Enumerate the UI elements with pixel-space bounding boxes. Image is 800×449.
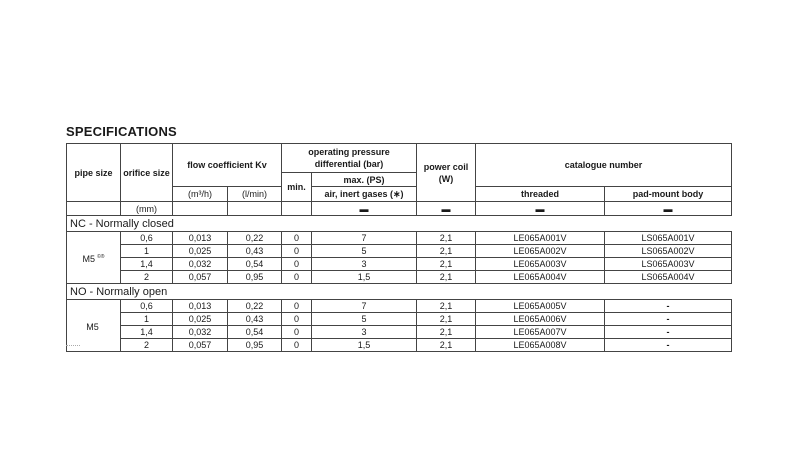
cell-kv-lmin: 0,54 — [228, 258, 282, 271]
cell-kv-m3h: 0,025 — [173, 245, 228, 258]
cell-orifice: 2 — [121, 271, 173, 284]
cell-orifice: 1 — [121, 245, 173, 258]
cell-kv-lmin: 0,22 — [228, 300, 282, 313]
table-row — [67, 271, 732, 284]
cell-max: 3 — [312, 326, 417, 339]
table-row — [67, 245, 732, 258]
cell-kv-m3h: 0,032 — [173, 326, 228, 339]
unit-row — [67, 202, 732, 216]
cell-kv-m3h: 0,057 — [173, 339, 228, 352]
pipe-size-value: M5 — [82, 253, 96, 264]
header-flow-coefficient: flow coefficient Kv — [173, 144, 282, 187]
cell-min: 0 — [282, 313, 312, 326]
header-operating-pressure: operating pressure differential (bar) — [282, 144, 417, 173]
cell-power: 2,1 — [417, 258, 476, 271]
cell-min: 0 — [282, 339, 312, 352]
cell-pad: LS065A002V — [605, 245, 732, 258]
cell-threaded: LE065A001V — [476, 232, 605, 245]
cell-min: 0 — [282, 232, 312, 245]
cell-pad: LS065A001V — [605, 232, 732, 245]
cell-max: 7 — [312, 232, 417, 245]
power-mark: ▬ — [417, 202, 476, 216]
table-row — [67, 339, 732, 352]
cell-kv-m3h: 0,013 — [173, 300, 228, 313]
cell-kv-m3h: 0,013 — [173, 232, 228, 245]
cell-power: 2,1 — [417, 313, 476, 326]
cell-power: 2,1 — [417, 339, 476, 352]
cell-min: 0 — [282, 245, 312, 258]
cell-pad: LS065A004V — [605, 271, 732, 284]
section-label: NO - Normally open — [67, 284, 732, 300]
header-catalogue-number: catalogue number — [476, 144, 732, 187]
table-row — [67, 232, 732, 245]
cell-threaded: LE065A007V — [476, 326, 605, 339]
cell-pad: - — [605, 300, 732, 313]
unit-m3h: (m³/h) — [173, 187, 228, 202]
header-air-inert: air, inert gases (∗) — [312, 187, 417, 202]
cell-power: 2,1 — [417, 326, 476, 339]
cell-orifice: 0,6 — [121, 300, 173, 313]
cell-kv-m3h: 0,032 — [173, 258, 228, 271]
cell-threaded: LE065A002V — [476, 245, 605, 258]
cell-orifice: 2 — [121, 339, 173, 352]
section-row — [67, 284, 732, 300]
cell-threaded: LE065A005V — [476, 300, 605, 313]
cell-pad: - — [605, 313, 732, 326]
cell-kv-lmin: 0,95 — [228, 339, 282, 352]
header-row-1 — [67, 144, 732, 173]
cell-orifice: 1,4 — [121, 326, 173, 339]
cell-kv-lmin: 0,95 — [228, 271, 282, 284]
cell-threaded: LE065A003V — [476, 258, 605, 271]
cell-power: 2,1 — [417, 300, 476, 313]
cell-power: 2,1 — [417, 245, 476, 258]
header-power-coil: power coil (W) — [417, 144, 476, 202]
cell-min: 0 — [282, 271, 312, 284]
max-mark: ▬ — [312, 202, 417, 216]
cell-pad: - — [605, 326, 732, 339]
header-pipe-size: pipe size — [67, 144, 121, 202]
cell-threaded: LE065A004V — [476, 271, 605, 284]
cell-kv-lmin: 0,43 — [228, 245, 282, 258]
cell-max: 7 — [312, 300, 417, 313]
cell-max: 5 — [312, 313, 417, 326]
cell-max: 1,5 — [312, 271, 417, 284]
section-row — [67, 216, 732, 232]
cell-max: 3 — [312, 258, 417, 271]
unit-mm: (mm) — [121, 202, 173, 216]
page-title: SPECIFICATIONS — [66, 124, 177, 139]
cell-min: 0 — [282, 258, 312, 271]
header-pad-mount: pad-mount body — [605, 187, 732, 202]
cell-kv-lmin: 0,22 — [228, 232, 282, 245]
table-row — [67, 258, 732, 271]
cell-threaded: LE065A006V — [476, 313, 605, 326]
header-min: min. — [282, 173, 312, 202]
header-max: max. (PS) — [312, 173, 417, 187]
section-label: NC - Normally closed — [67, 216, 732, 232]
unit-lmin: (l/min) — [228, 187, 282, 202]
cell-max: 5 — [312, 245, 417, 258]
specifications-table — [66, 143, 732, 352]
cell-min: 0 — [282, 326, 312, 339]
pipe-size-cell — [67, 300, 121, 352]
cell-min: 0 — [282, 300, 312, 313]
pipe-size-superscript: ©® — [97, 253, 105, 260]
header-threaded: threaded — [476, 187, 605, 202]
cell-kv-m3h: 0,025 — [173, 313, 228, 326]
cell-pad: LS065A003V — [605, 258, 732, 271]
table-row — [67, 326, 732, 339]
cell-power: 2,1 — [417, 232, 476, 245]
pad-mark: ▬ — [605, 202, 732, 216]
header-orifice-size: orifice size — [121, 144, 173, 202]
cell-power: 2,1 — [417, 271, 476, 284]
cell-max: 1,5 — [312, 339, 417, 352]
pipe-size-value: M5 — [86, 321, 99, 332]
cell-threaded: LE065A008V — [476, 339, 605, 352]
table-row — [67, 313, 732, 326]
cell-kv-lmin: 0,54 — [228, 326, 282, 339]
cell-orifice: 1,4 — [121, 258, 173, 271]
cell-orifice: 0,6 — [121, 232, 173, 245]
table-row — [67, 300, 732, 313]
pipe-size-cell — [67, 232, 121, 284]
cell-kv-m3h: 0,057 — [173, 271, 228, 284]
footnote-rule — [66, 345, 80, 348]
threaded-mark: ▬ — [476, 202, 605, 216]
cell-kv-lmin: 0,43 — [228, 313, 282, 326]
cell-pad: - — [605, 339, 732, 352]
cell-orifice: 1 — [121, 313, 173, 326]
